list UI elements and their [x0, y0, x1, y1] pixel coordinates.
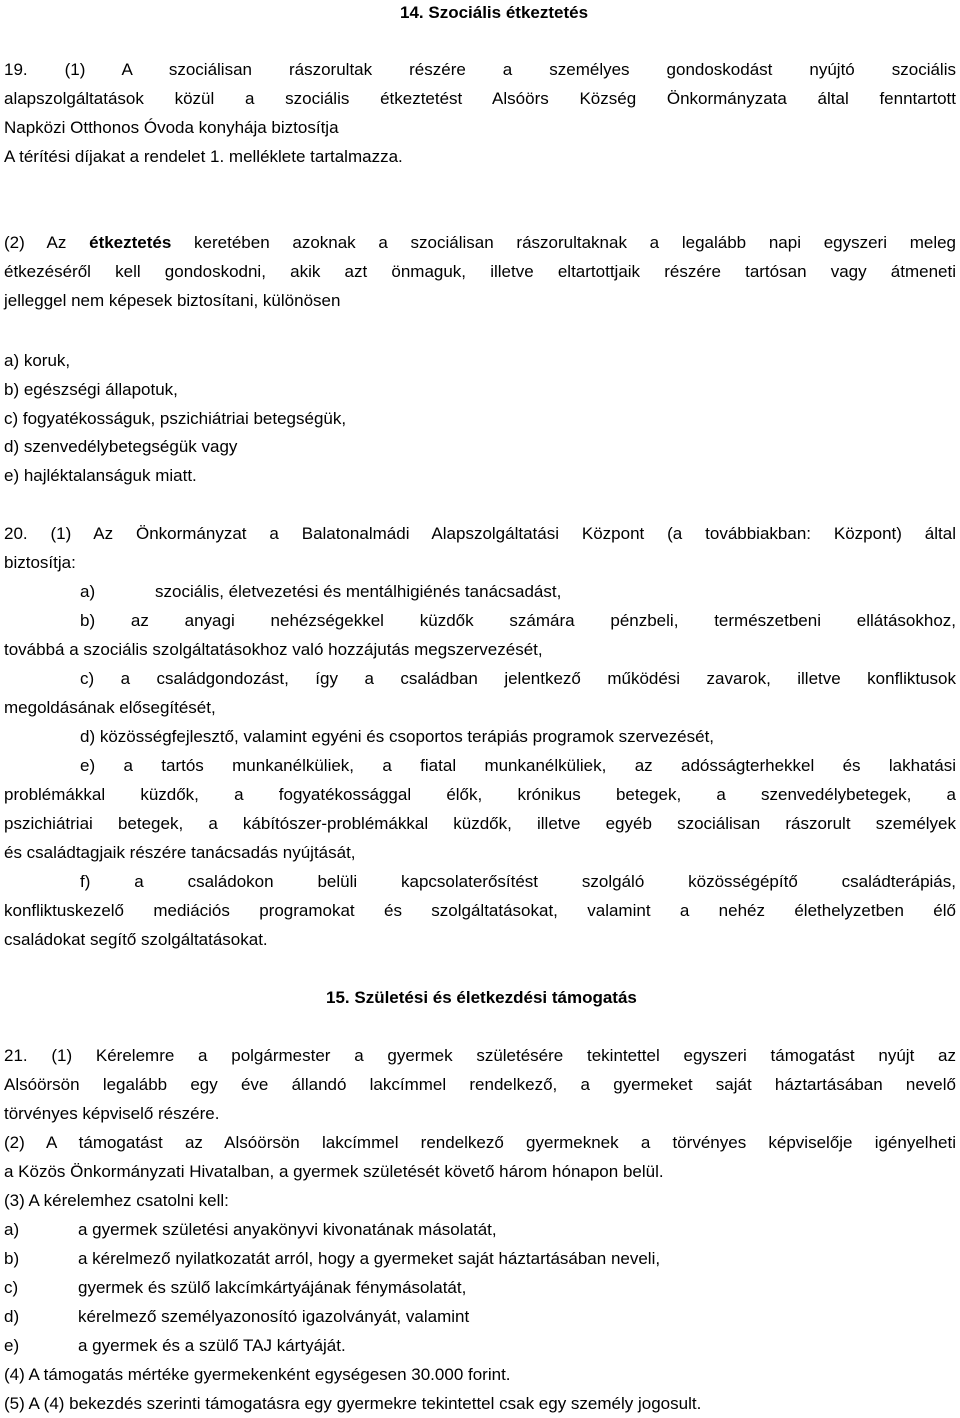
- para-20-e-line-4: és családtagjaik részére tanácsadás nyújtását,: [4, 843, 356, 862]
- para-19-2-prefix: (2) Az: [4, 233, 90, 252]
- para-21-2-line-1: (2) A támogatást az Alsóörsön lakcímmel rendelkező gyermeknek a törvényes képviselője igényelheti: [4, 1133, 956, 1152]
- para-21-item-d-label: d): [4, 1307, 20, 1326]
- para-21-4-line: (4) A támogatás mértéke gyermekenként egységesen 30.000 forint.: [4, 1365, 511, 1384]
- para-21-3-line: (3) A kérelemhez csatolni kell:: [4, 1191, 229, 1210]
- para-20-e-line-2: problémákkal küzdők, a fogyatékossággal élők, krónikus betegek, a szenvedélybetegek, a: [4, 785, 956, 804]
- list-item-e: e) hajléktalanságuk miatt.: [4, 466, 197, 485]
- para-21-item-d-text: kérelmező személyazonosító igazolványát, valamint: [78, 1307, 470, 1326]
- para-20-e-line-3: pszichiátriai betegek, a kábítószer-problémákkal küzdők, illetve egyéb szociálisan rászorult személyek: [4, 814, 956, 833]
- para-20-a-label: a): [80, 582, 96, 601]
- para-20-a-text: szociális, életvezetési és mentálhigiénés tanácsadást,: [155, 582, 562, 601]
- para-19-2-line-2: étkezéséről kell gondoskodni, akik azt önmaguk, illetve eltartottjaik részére tartósan vagy átmeneti: [4, 262, 956, 281]
- para-20-c-line-2: megoldásának elősegítését,: [4, 698, 216, 717]
- para-20-f-line-3: családokat segítő szolgáltatásokat.: [4, 930, 268, 949]
- para-20-b-line-1: b) az anyagi nehézségekkel küzdők számára pénzbeli, természetbeni ellátásokhoz,: [80, 611, 956, 630]
- section-15-heading: 15. Születési és életkezdési támogatás: [326, 988, 637, 1007]
- para-19-line-3: Napközi Otthonos Óvoda konyhája biztosítja: [4, 118, 339, 137]
- para-19-line-4: A térítési díjakat a rendelet 1. melléklete tartalmazza.: [4, 147, 403, 166]
- para-20-b-line-2: továbbá a szociális szolgáltatásokhoz való hozzájutás megszervezését,: [4, 640, 543, 659]
- para-20-c-line-1: c) a családgondozást, így a családban jelentkező működési zavarok, illetve konfliktusok: [80, 669, 956, 688]
- para-20-f-line-2: konfliktuskezelő mediációs programokat és szolgáltatásokat, valamint a nehéz élethelyzetben élő: [4, 901, 956, 920]
- para-21-5-line: (5) A (4) bekezdés szerinti támogatásra egy gyermekre tekintettel csak egy személy jogosult.: [4, 1394, 702, 1413]
- para-21-2-line-2: a Közös Önkormányzati Hivatalban, a gyermek születését követő három hónapon belül.: [4, 1162, 664, 1181]
- para-21-line-1: 21. (1) Kérelemre a polgármester a gyermek születésére tekintettel egyszeri támogatást nyújt az: [4, 1046, 956, 1065]
- list-item-d: d) szenvedélybetegségük vagy: [4, 437, 238, 456]
- para-21-item-b-text: a kérelmező nyilatkozatát arról, hogy a gyermeket saját háztartásában neveli,: [78, 1249, 661, 1268]
- para-19-2-rest: keretében azoknak a szociálisan rászorultaknak a legalább napi egyszeri meleg: [171, 233, 957, 252]
- para-19-2-line-1: [4, 228, 956, 257]
- para-19-line-1: 19. (1) A szociálisan rászorultak részére a személyes gondoskodást nyújtó szociális: [4, 60, 956, 79]
- list-item-b: b) egészségi állapotuk,: [4, 380, 178, 399]
- para-21-item-c-text: gyermek és szülő lakcímkártyájának fénymásolatát,: [78, 1278, 467, 1297]
- para-21-line-2: Alsóörsön legalább egy éve állandó lakcímmel rendelkező, a gyermeket saját háztartásában nevelő: [4, 1075, 956, 1094]
- para-20-line-1: 20. (1) Az Önkormányzat a Balatonalmádi Alapszolgáltatási Központ (a továbbiakban: Központ) által: [4, 524, 956, 543]
- para-21-item-e-label: e): [4, 1336, 20, 1355]
- para-21-item-a-text: a gyermek születési anyakönyvi kivonatának másolatát,: [78, 1220, 497, 1239]
- section-14-heading: 14. Szociális étkeztetés: [400, 3, 589, 22]
- para-21-line-3: törvényes képviselő részére.: [4, 1104, 220, 1123]
- para-19-line-2: alapszolgáltatások közül a szociális étkeztetést Alsóörs Község Önkormányzata által fenntartott: [4, 89, 956, 108]
- para-19-2-line-3: jelleggel nem képesek biztosítani, különösen: [4, 291, 341, 310]
- para-21-item-e-text: a gyermek és a szülő TAJ kártyáját.: [78, 1336, 346, 1355]
- para-20-e-line-1: e) a tartós munkanélküliek, a fiatal munkanélküliek, az adósságterhekkel és lakhatási: [80, 756, 956, 775]
- para-20-line-2: biztosítja:: [4, 553, 76, 572]
- para-21-item-a-label: a): [4, 1220, 20, 1239]
- para-21-item-b-label: b): [4, 1249, 20, 1268]
- list-item-c: c) fogyatékosságuk, pszichiátriai betegségük,: [4, 409, 347, 428]
- list-item-a: a) koruk,: [4, 351, 71, 370]
- para-20-f-line-1: f) a családokon belüli kapcsolaterősítést szolgáló közösségépítő családterápiás,: [80, 872, 956, 891]
- para-20-d-line-1: d) közösségfejlesztő, valamint egyéni és csoportos terápiás programok szervezését,: [80, 727, 715, 746]
- para-21-item-c-label: c): [4, 1278, 19, 1297]
- para-19-2-bold-term: étkeztetés: [89, 233, 172, 252]
